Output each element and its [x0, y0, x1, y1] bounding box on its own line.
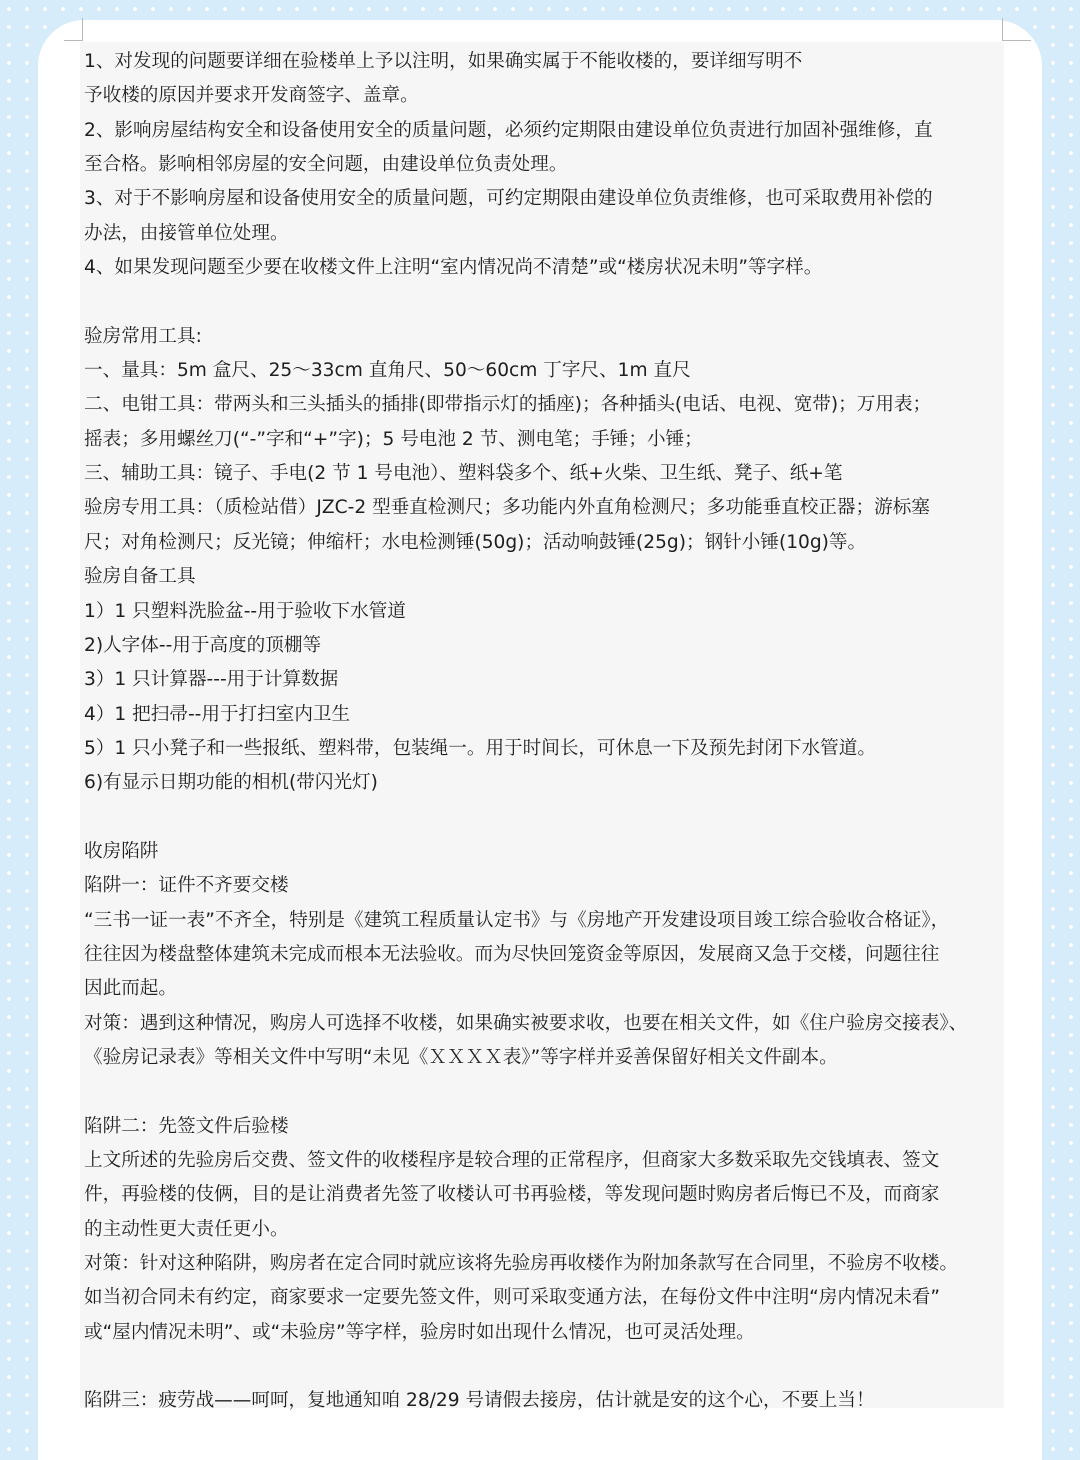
page-corner-mark-right [1002, 18, 1031, 41]
text-line: 4）1 把扫帚--用于打扫室内卫生 [84, 703, 351, 725]
document-text [84, 45, 1002, 1419]
text-line: 尺；对角检测尺；反光镜；伸缩杆；水电检测锤(50g)；活动响鼓锤(25g)；钢针小锤(10g)等。 [84, 531, 867, 553]
text-line: 上文所述的先验房后交费、签文件的收楼程序是较合理的正常程序，但商家大多数采取先交钱填表、签文 [84, 1150, 940, 1171]
page-corner-mark-left [64, 18, 83, 41]
subsection-heading: 陷阱二：先签文件后验楼 [84, 1115, 289, 1137]
text-line: 件，再验楼的伎俩，目的是让消费者先签了收楼认可书再验楼，等发现问题时购房者后悔已不及，而商家 [84, 1184, 940, 1206]
section-heading: 验房常用工具: [84, 325, 202, 347]
blank-line [84, 1350, 1002, 1384]
text-line: 对策：遇到这种情况，购房人可选择不收楼，如果确实被要求收，也要在相关文件，如《住户验房交接表》、 [84, 1012, 968, 1034]
text-line: 摇表；多用螺丝刀(“-”字和“+”字)；5 号电池 2 节、测电笔；手锤；小锤； [84, 428, 703, 450]
section-heading: 验房自备工具 [84, 566, 196, 588]
text-line: 予收楼的原因并要求开发商签字、盖章。 [84, 85, 419, 107]
text-line: 《验房记录表》等相关文件中写明“未见《ＸＸＸＸ表》”等字样并妥善保留好相关文件副本。 [84, 1046, 838, 1068]
blank-line [84, 1075, 1002, 1109]
text-line: 6)有显示日期功能的相机(带闪光灯) [84, 772, 378, 794]
text-line: 或“屋内情况未明”、或“未验房”等字样，验房时如出现什么情况，也可灵活处理。 [84, 1321, 755, 1343]
text-line: 1、对发现的问题要详细在验楼单上予以注明，如果确实属于不能收楼的，要详细写明不 [84, 51, 803, 72]
text-line: 一、量具：5m 盒尺、25～33cm 直角尺、50～60cm 丁字尺、1m 直尺 [84, 360, 691, 382]
text-line: 三、辅助工具：镜子、手电(2 节 1 号电池）、塑料袋多个、纸+火柴、卫生纸、凳子、纸+笔 [84, 463, 843, 485]
text-line: 办法，由接管单位处理。 [84, 222, 289, 244]
text-line: 往往因为楼盘整体建筑未完成而根本无法验收。而为尽快回笼资金等原因，发展商又急于交楼，问题往往 [84, 943, 940, 965]
text-line: 3、对于不影响房屋和设备使用安全的质量问题，可约定期限由建设单位负责维修，也可采取费用补偿的 [84, 188, 933, 210]
text-line: “三书一证一表”不齐全，特别是《建筑工程质量认定书》与《房地产开发建设项目竣工综合验收合格证》， [84, 909, 950, 931]
text-line: 至合格。影响相邻房屋的安全问题，由建设单位负责处理。 [84, 154, 568, 176]
text-line: 2)人字体--用于高度的顶棚等 [84, 634, 322, 656]
subsection-heading: 陷阱三：疲劳战——呵呵，复地通知咱 28/29 号请假去接房，估计就是安的这个心，不要上当！ [84, 1390, 875, 1412]
text-line: 5）1 只小凳子和一些报纸、塑料带，包装绳一。用于时间长，可休息一下及预先封闭下水管道。 [84, 737, 876, 759]
text-line: 4、如果发现问题至少要在收楼文件上注明“室内情况尚不清楚”或“楼房状况未明”等字样。 [84, 257, 823, 279]
subsection-heading: 陷阱一：证件不齐要交楼 [84, 875, 289, 897]
text-line: 验房专用工具：（质检站借）JZC-2 型垂直检测尺；多功能内外直角检测尺；多功能垂直校正器；游标塞 [84, 497, 930, 519]
text-line: 3）1 只计算器---用于计算数据 [84, 669, 339, 691]
section-heading: 收房陷阱 [84, 840, 159, 862]
blank-line [84, 801, 1002, 835]
text-line: 的主动性更大责任更小。 [84, 1218, 289, 1240]
text-line: 对策：针对这种陷阱，购房者在定合同时就应该将先验房再收楼作为附加条款写在合同里，不验房不收楼。 [84, 1253, 958, 1275]
text-line: 二、电钳工具：带两头和三头插头的插排(即带指示灯的插座)；各种插头(电话、电视、宽带)；万用表； [84, 394, 932, 416]
blank-line [84, 285, 1002, 319]
text-line: 如当初合同未有约定，商家要求一定要先签文件，则可采取变通方法，在每份文件中注明“房内情况未看” [84, 1287, 940, 1309]
text-line: 因此而起。 [84, 978, 177, 1000]
text-line: 2、影响房屋结构安全和设备使用安全的质量问题，必须约定期限由建设单位负责进行加固补强维修，直 [84, 119, 933, 141]
text-line: 1）1 只塑料洗脸盆--用于验收下水管道 [84, 600, 406, 622]
